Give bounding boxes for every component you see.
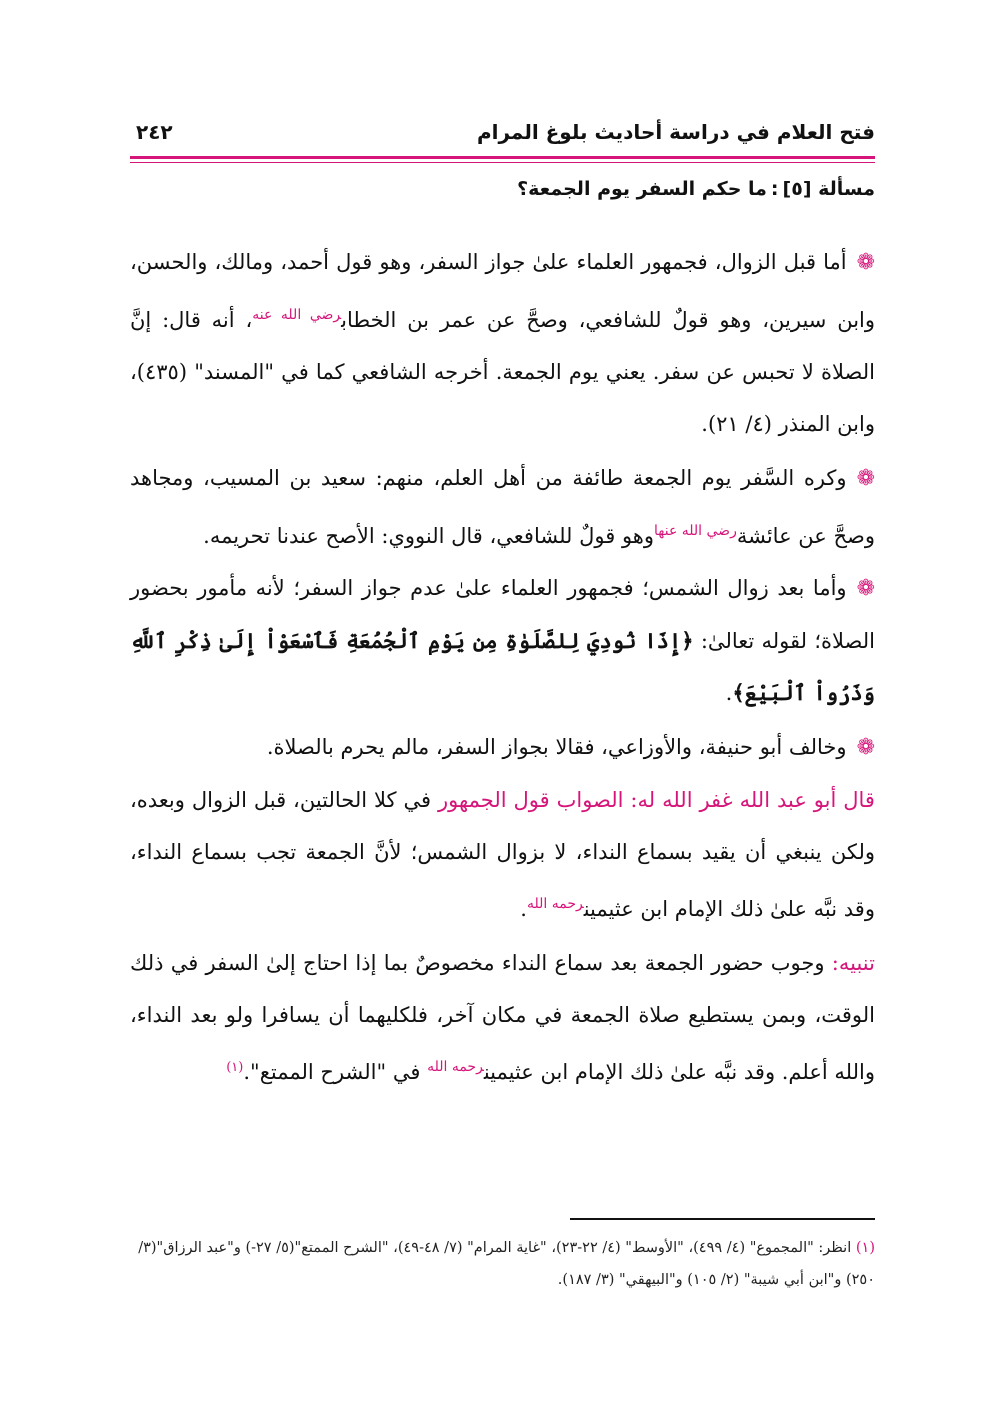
paragraph-2 — [130, 452, 875, 562]
flower-ornament-icon: ❁ — [856, 250, 875, 275]
running-header — [130, 118, 875, 154]
flower-ornament-icon: ❁ — [856, 576, 875, 601]
paragraph-1-text: أما قبل الزوال، فجمهور العلماء علىٰ جواز السفر، وهو قول أحمد، ومالك، والحسن، وابن سيرين، وهو قولٌ للشافعي، وصحَّ عن عمر بن الخطاب — [130, 250, 876, 332]
author-verdict: الصواب قول الجمهور — [437, 788, 624, 812]
paragraph-3-end: . — [725, 681, 733, 705]
paragraph-1 — [130, 236, 875, 450]
paragraph-6-text: وجوب حضور الجمعة بعد سماع النداء مخصوصٌ بما إذا احتاج إلىٰ السفر في ذلك الوقت، وبمن يستطيع صلاة الجمعة في مكان آخر، فلكليهما أن يسافرا ولو بعد النداء، والله أعلم. وقد نبَّه علىٰ ذلك الإمام ابن عثيمين — [130, 951, 875, 1084]
paragraph-6 — [130, 937, 875, 1098]
flower-ornament-icon: ❁ — [856, 466, 875, 491]
paragraph-3 — [130, 562, 875, 719]
issue-question: ما حكم السفر يوم الجمعة؟ — [517, 178, 767, 200]
paragraph-6-end: في "الشرح الممتع". — [243, 1060, 421, 1084]
author-lead: قال أبو عبد الله غفر الله له: — [630, 788, 875, 812]
issue-separator: : — [770, 178, 779, 200]
footnote-ref[interactable]: (١) — [226, 1060, 244, 1075]
paragraph-2-rest: وهو قولٌ للشافعي، قال النووي: الأصح عندنا تحريمه. — [203, 524, 655, 548]
issue-heading — [517, 178, 875, 200]
header-rule-thick — [130, 156, 875, 159]
flower-ornament-icon: ❁ — [856, 735, 875, 760]
footnote-rule — [570, 1218, 875, 1220]
paragraph-2-text: وكره السَّفر يوم الجمعة طائفة من أهل العلم، منهم: سعيد بن المسيب، ومجاهد وصحَّ عن عائشة — [130, 466, 875, 548]
footnote-number: (١) — [855, 1240, 875, 1256]
main-text — [130, 236, 875, 1098]
footnotes — [130, 1232, 875, 1296]
honorific-glyph: رحمه الله — [427, 1059, 484, 1075]
paragraph-3-text: وأما بعد زوال الشمس؛ فجمهور العلماء علىٰ عدم جواز السفر؛ لأنه مأمور بحضور الصلاة؛ لقوله تعالىٰ: — [130, 576, 875, 653]
paragraph-4-text: وخالف أبو حنيفة، والأوزاعي، فقالا بجواز السفر، مالم يحرم بالصلاة. — [266, 735, 847, 759]
note-lead: تنبيه: — [831, 951, 875, 975]
book-title: فتح العلام في دراسة أحاديث بلوغ المرام — [476, 120, 875, 144]
honorific-glyph: رحمه الله — [526, 896, 584, 912]
honorific-glyph: رضي الله عنها — [654, 523, 737, 539]
paragraph-1-rest: ، أنه قال: إنَّ الصلاة لا تحبس عن سفر. يعني يوم الجمعة. أخرجه الشافعي كما في "المسند" (٤٣٥)، وابن المنذر (٤/ ٢١). — [130, 308, 875, 436]
paragraph-5-text: في كلا الحالتين، قبل الزوال وبعده، ولكن ينبغي أن يقيد بسماع النداء، لا بزوال الشمس؛ لأنَّ الجمعة تجب بسماع النداء، وقد نبَّه علىٰ ذلك الإمام ابن عثيمين — [130, 788, 875, 921]
issue-label: مسألة [٥] — [782, 178, 875, 200]
paragraph-5 — [130, 774, 875, 935]
paragraph-4 — [130, 721, 875, 774]
page-number: ٢٤٢ — [136, 120, 173, 144]
footnote-text: انظر: "المجموع" (٤/ ٤٩٩)، "الأوسط" (٤/ ٢٢-٢٣)، "غاية المرام" (٧/ ٤٨-٤٩)، "الشرح الممتع"(٥/ ٢٧-) و"عبد الرزاق"(٣/ ٢٥٠) و"ابن أبي شيبة" (٢/ ١٠٥) و"البيهقي" (٣/ ١٨٧). — [138, 1240, 875, 1288]
honorific-glyph: رضي الله عنه — [252, 307, 342, 323]
quran-verse: ﴿إِذَا نُودِيَ لِلصَّلَوٰةِ مِن يَوْمِ ٱلْجُمُعَةِ فَٱسْعَوْاْ إِلَىٰ ذِكْرِ ٱللَّهِ وَذَرُواْ ٱلْبَيْعَ﴾ — [130, 628, 875, 705]
header-rule-thin — [130, 162, 875, 163]
paragraph-5-end: . — [520, 897, 527, 921]
